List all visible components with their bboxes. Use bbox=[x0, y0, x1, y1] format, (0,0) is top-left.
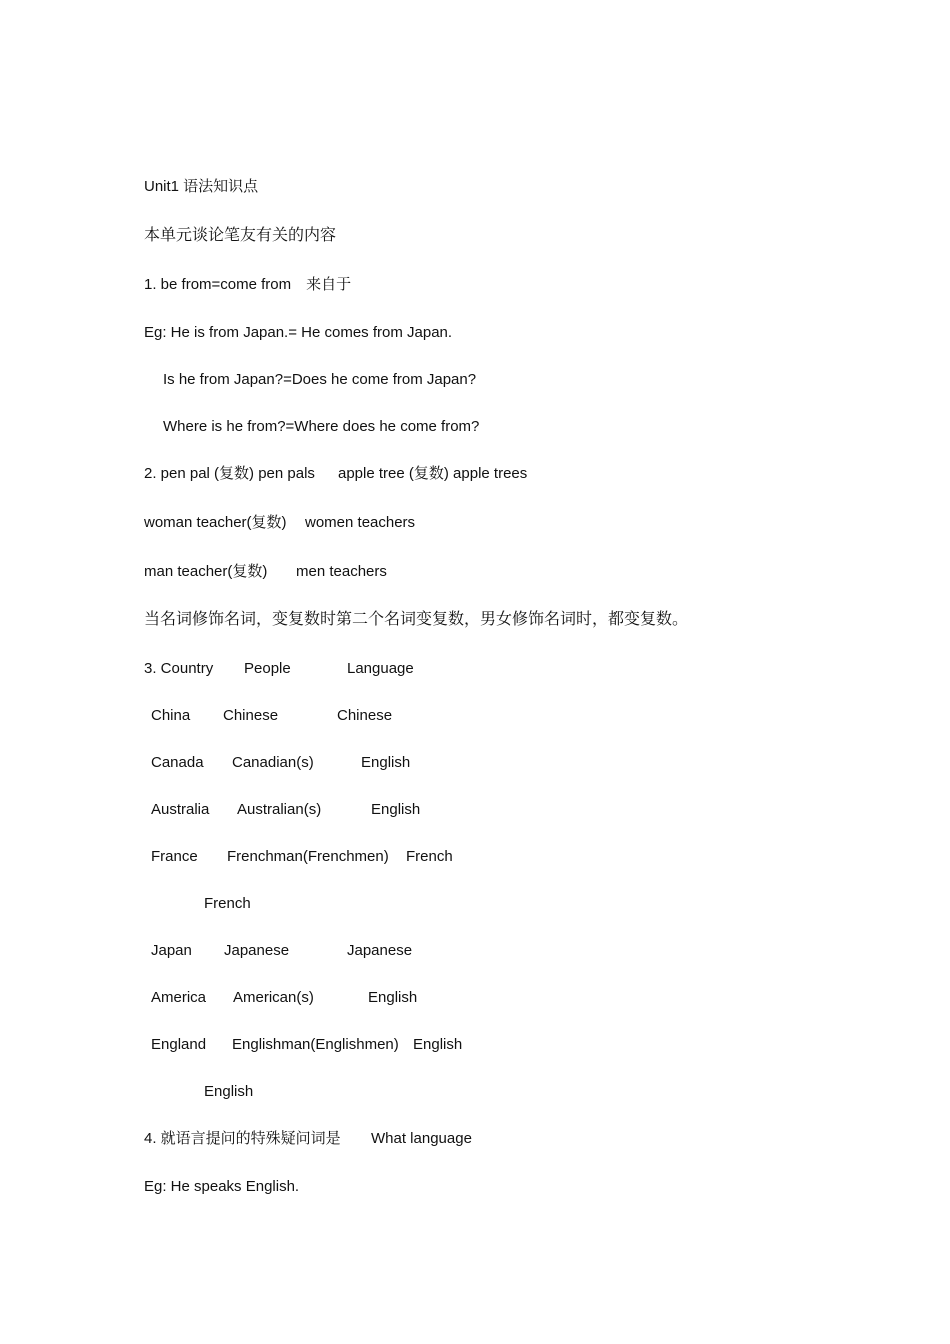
people-cell: English bbox=[204, 1083, 254, 1100]
people-cell: Englishman(Englishmen) bbox=[232, 1036, 399, 1053]
language-cell: English bbox=[413, 1036, 463, 1053]
country-cell: England bbox=[151, 1036, 207, 1053]
doc-intro: 本单元谈论笔友有关的内容 bbox=[144, 227, 337, 244]
people-cell: Japanese bbox=[224, 942, 290, 959]
country-cell: France bbox=[151, 848, 198, 865]
section-1-heading: 1. be from=come from 来自于 bbox=[144, 276, 352, 293]
section-1-example-2: Is he from Japan?=Does he come from Japan? bbox=[163, 371, 477, 388]
header-people: People bbox=[244, 660, 291, 677]
country-cell: America bbox=[151, 989, 207, 1006]
language-cell: English bbox=[368, 989, 418, 1006]
language-cell: French bbox=[406, 848, 453, 865]
language-cell: Chinese bbox=[337, 707, 393, 724]
country-cell: Canada bbox=[151, 754, 204, 771]
people-cell: Australian(s) bbox=[237, 801, 322, 818]
language-cell: Japanese bbox=[347, 942, 413, 959]
header-language: Language bbox=[347, 660, 414, 677]
country-cell: Australia bbox=[151, 801, 210, 818]
plural-man-teacher-label: man teacher(复数) bbox=[144, 563, 268, 580]
people-cell: Canadian(s) bbox=[232, 754, 314, 771]
section-4-heading-term: What language bbox=[371, 1130, 472, 1147]
people-cell: Frenchman(Frenchmen) bbox=[227, 848, 389, 865]
plural-woman-teacher-value: women teachers bbox=[305, 514, 416, 531]
language-cell: English bbox=[361, 754, 411, 771]
language-cell: English bbox=[371, 801, 421, 818]
country-cell: China bbox=[151, 707, 191, 724]
section-2-line-3 bbox=[144, 562, 387, 642]
section-1-example-1: Eg: He is from Japan.= He comes from Japan. bbox=[144, 324, 453, 341]
section-1-example-3: Where is he from?=Where does he come from? bbox=[163, 418, 480, 435]
plural-man-teacher-value: men teachers bbox=[296, 563, 387, 580]
country-cell: Japan bbox=[151, 942, 192, 959]
people-cell: French bbox=[204, 895, 251, 912]
header-country: 3. Country bbox=[144, 660, 214, 677]
section-4-heading-text: 4. 就语言提问的特殊疑问词是 bbox=[144, 1130, 341, 1147]
people-cell: American(s) bbox=[233, 989, 314, 1006]
people-cell: Chinese bbox=[223, 707, 279, 724]
section-4-example: Eg: He speaks English. bbox=[144, 1178, 300, 1195]
plural-pen-pal: 2. pen pal (复数) pen pals bbox=[144, 465, 315, 482]
plural-apple-tree: apple tree (复数) apple trees bbox=[338, 465, 528, 482]
plural-woman-teacher-label: woman teacher(复数) bbox=[144, 514, 287, 531]
doc-title: Unit1 语法知识点 bbox=[144, 178, 259, 195]
section-2-note: 当名词修饰名词，变复数时第二个名词变复数，男女修饰名词时，都变复数。 bbox=[144, 611, 689, 628]
